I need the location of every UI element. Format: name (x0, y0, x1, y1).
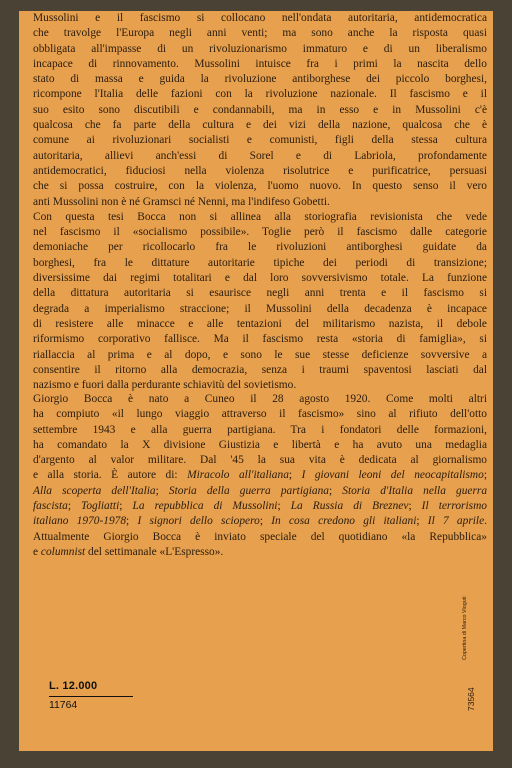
book-title: La Russia di Breznev (290, 500, 409, 513)
synopsis-line: nazismo e fuori dalla perdurante schiavitù del sovietismo. (33, 379, 297, 392)
synopsis-line: che si possa costruire, con la violenza, l'uomo nuovo. In questo senso il vero (33, 180, 487, 193)
synopsis-line: antidemocratici, fiduciosi nella violenza risolutrice e purificatrice, persuasi (33, 164, 487, 177)
synopsis-line: della dittatura autoritaria si esaurisce negli anni trenta e il fascismo si (33, 287, 487, 300)
price-box (49, 680, 133, 711)
bio-text-segment: Giorgio Bocca è nato a Cuneo il 28 agosto 1920. Come molti altri (33, 393, 487, 405)
synopsis-line: suo esito sono discutibili e condannabili, ma in esso e in Mussolini c'è (33, 103, 487, 116)
bio-text-segment: ha comandato la X divisione Giustizia e libertà e ha avuto una medaglia (33, 438, 487, 451)
bio-line (33, 453, 487, 468)
author-bio-text (33, 392, 487, 560)
bio-line (33, 392, 487, 407)
bio-text-segment: del settimanale «L'Espresso». (85, 545, 224, 558)
bio-text-segment: d'argento al valor militare. Dal '45 la sua vita è dedicata al giornalismo (33, 454, 487, 467)
synopsis-line: stato di massa e guida la rivoluzione antiborghese dei piccolo borghesi, (33, 73, 487, 86)
cover-credit: Copertina di Marco Vioguti (462, 596, 468, 660)
bio-line (33, 407, 487, 422)
price-label: L. 12.000 (49, 680, 133, 697)
synopsis-line: obbligata all'impasse di un rivoluzionarismo immaturo e di un liberalismo (33, 42, 487, 55)
synopsis-text (33, 11, 487, 393)
bio-line (33, 545, 487, 560)
bio-text-segment: ha compiuto «il lungo viaggio attraverso il fascismo» sino al rifiuto dell'otto (33, 408, 487, 421)
book-title: Togliatti (81, 500, 120, 513)
synopsis-line: nel fascismo il «socialismo possibile». Toglie però il fascismo dalle categorie (33, 226, 487, 239)
synopsis-line: che travolge l'Europa negli anni venti; ma sono anche la risposta quasi (33, 27, 487, 40)
book-title: Miracolo all'italiana (187, 469, 289, 482)
bio-line (33, 499, 487, 514)
bio-text-segment: ; (288, 469, 302, 482)
book-title: Il 7 aprile (427, 515, 485, 528)
bio-line (33, 438, 487, 453)
bio-line (33, 423, 487, 438)
synopsis-line: Con questa tesi Bocca non si allinea alla storiografia revisionista che vede (33, 210, 487, 223)
bio-text-segment: e alla storia. È autore di: (33, 469, 188, 482)
bio-text-segment: ; (126, 515, 138, 528)
bio-text-segment: ; (277, 500, 291, 513)
bio-text-segment: ; (416, 515, 428, 528)
book-title: columnist (40, 545, 86, 558)
synopsis-line: qualcosa che fa parte della cultura e dei vizi della nazione, qualcosa che è (33, 119, 487, 132)
synopsis-line: diversissime dai regimi totalitari e dal loro sovversivismo totale. La funzione (33, 272, 487, 285)
book-title: Il terrorismo (421, 500, 488, 513)
bio-text-segment: ; (155, 484, 169, 497)
synopsis-line: anti Mussolini non è né Gramsci né Nenni, ma l'indifeso Gobetti. (33, 195, 330, 208)
book-title: I giovani leoni del neocapitalismo (301, 469, 484, 482)
bio-text-segment: ; (259, 515, 272, 528)
synopsis-line: incapace di rinnovamento. Mussolini intuisce fra i primi la nascita dello (33, 57, 487, 70)
book-title: Storia della guerra partigiana (168, 484, 329, 497)
synopsis-line: di resistere alle minacce e alle tentazioni del militarismo nazista, il debole (33, 317, 487, 330)
bio-line (33, 484, 487, 499)
synopsis-line: degrada a imperialismo straccione; il Mussolini della decadenza è incapace (33, 302, 487, 315)
synopsis-line: riallaccia al prima e al dopo, e sono le sue stesse deficienze sovversive a (33, 348, 487, 361)
bio-text-segment: ; (408, 500, 422, 513)
bio-text-segment: ; (483, 469, 487, 482)
book-title: I signori dello sciopero (137, 515, 260, 528)
synopsis-line: borghesi, fra le dittature autoritarie tipiche dei periodi di transizione; (33, 256, 487, 269)
book-title: In cosa credono gli italiani (271, 515, 417, 528)
synopsis-line: riformismo corporativo fallisce. Ma il fascismo resta «storia di famiglia», si (33, 333, 487, 346)
bio-text-segment: e (33, 545, 41, 558)
synopsis-line: Mussolini e il fascismo si collocano nell'ondata autoritaria, antidemocratica (33, 12, 487, 24)
bio-line (33, 530, 487, 545)
synopsis-line: autoritaria, allievi anch'essi di Sorel e di Labriola, profondamente (33, 149, 487, 162)
synopsis-line: comune ai rivoluzionari socialisti e comunisti, figli della stessa cultura (33, 134, 487, 147)
synopsis-line: demoniache per ricollocarlo fra le rivoluzioni antiborghesi guidate da (33, 241, 487, 254)
bio-text-segment: settembre 1943 e alla guerra partigiana. Tra i fondatori delle formazioni, (33, 423, 487, 436)
catalog-number: 11764 (49, 700, 78, 711)
synopsis-line: consentire il ritorno alla democrazia, senza i traumi spaventosi lasciati dal (33, 363, 487, 376)
book-title: Storia d'Italia nella guerra (342, 484, 488, 497)
bio-text-segment: ; (119, 500, 133, 513)
book-title: Alla scoperta dell'Italia (33, 484, 156, 497)
bio-text-segment: Attualmente Giorgio Bocca è inviato speciale del quotidiano «la Repubblica» (33, 530, 487, 543)
book-title: italiano 1970-1978 (33, 515, 127, 528)
book-title: La repubblica di Mussolini (132, 500, 278, 513)
bio-line (33, 514, 487, 529)
synopsis-line: ricompone l'Italia delle fazioni con la rivoluzione nazionale. Il fascismo e il (33, 88, 487, 101)
side-code: 73564 (466, 687, 476, 711)
bio-text-segment: ; (328, 484, 343, 497)
bio-text-segment: ; (67, 500, 82, 513)
bio-line (33, 468, 487, 483)
bio-text-segment: . (484, 515, 487, 528)
book-title: fascista (33, 500, 68, 513)
